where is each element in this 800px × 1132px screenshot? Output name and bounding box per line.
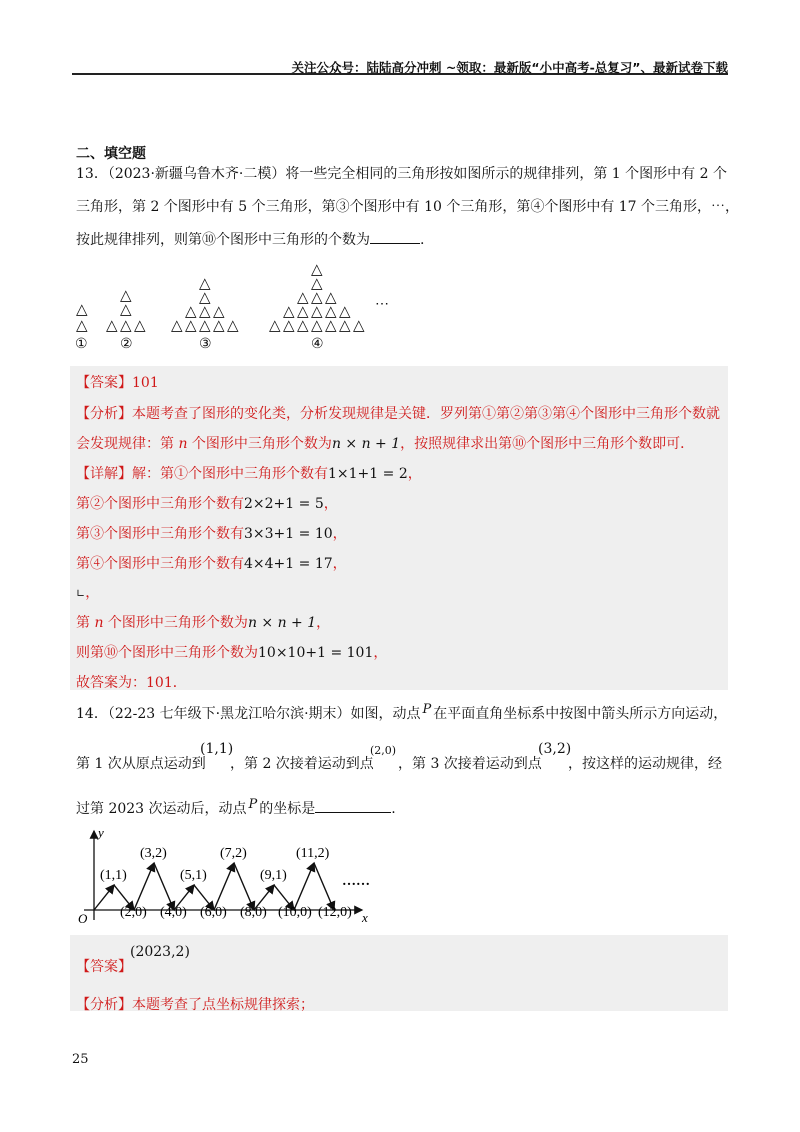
triangle: △ [199,302,211,320]
coord-2-0: (2,0) [370,744,397,757]
q13-detail-2 [76,493,338,513]
q14-line3 [76,798,396,818]
triangle: △ [311,302,323,320]
triangle: △ [185,316,197,334]
figure-label: ④ [311,336,324,352]
detail-punct: ， [85,585,100,601]
triangle: △ [297,302,309,320]
q13-detail-10 [76,642,387,662]
math-variable: n [178,436,188,452]
q14-line2-text-a: 第 1 次从原点运动到 [76,756,206,772]
point-label: (9,1) [260,868,287,883]
triangle: △ [213,302,225,320]
q13-line1: 13．（2023·新疆乌鲁木齐·二模）将一些完全相同的三角形按如图所示的规律排列，第 1 个图形中有 2 个 [76,166,727,182]
triangle: △ [120,300,132,318]
dots-mark: ∟ [76,587,86,600]
coord-3-2: (3,2) [538,741,572,757]
answer-value: 101 [132,375,159,391]
point-label: (10,0) [278,905,312,920]
math-variable: n [94,615,104,631]
q14-answer-value: (2023,2) [130,944,190,960]
triangle: △ [199,288,211,306]
detail-text: 个图形中三角形个数为 [103,615,248,631]
triangle: △ [76,300,88,318]
section-title: 二、填空题 [76,146,146,162]
triangle: △ [185,302,197,320]
figure-label: ③ [199,336,212,352]
path-segment [94,885,114,910]
detail-punct: ， [323,496,338,512]
analysis-text: ，按照规律求出第⑩个图形中三角形个数即可． [400,436,695,452]
q14-text: 过第 2023 次运动后，动点 [76,801,247,817]
q13-detail-3 [76,523,347,543]
q13-detail-n [76,612,330,632]
q14-line2-text-d: ，按这样的运动规律，经 [568,756,722,772]
detail-text: 第④个图形中三角形个数有 [76,556,244,572]
math-formula: 1×1+1 = 2 [328,466,408,482]
math-variable: P [248,797,258,812]
detail-text: 则第⑩个图形中三角形个数为 [76,645,258,661]
answer-blank [370,229,420,244]
answer-blank [315,798,391,813]
x-axis-label: x [362,910,368,925]
point-label: (3,2) [140,846,167,861]
point-label: (8,0) [240,905,267,920]
q13-answer [76,372,159,392]
triangle: △ [353,316,365,334]
y-axis-label: y [98,825,104,840]
point-label: (4,0) [160,905,187,920]
q13-analysis-line2 [76,433,694,453]
q14-line1 [76,703,727,723]
detail-punct: ， [373,645,388,661]
triangle: △ [339,316,351,334]
figure-ellipsis: ⋯ [375,296,389,312]
q13-line3 [76,229,424,249]
math-formula: n × n + 1 [331,436,401,452]
triangle: △ [283,302,295,320]
triangle: △ [311,316,323,334]
point-label: (2,0) [120,905,147,920]
detail-punct: ， [332,556,347,572]
path-segment [154,863,174,910]
triangle: △ [311,274,323,292]
detail-text: 第 [76,615,95,631]
triangle: △ [199,316,211,334]
q14-text: 在平面直角坐标系中按图中箭头所示方向运动， [433,706,728,722]
triangle: △ [120,286,132,304]
triangle: △ [106,316,118,334]
path-segment [214,863,234,910]
coord-1-1: (1,1) [200,741,234,757]
path-segment [134,863,154,910]
q14-period: . [391,801,396,817]
math-formula: 10×10+1 = 101 [258,645,374,661]
triangle: △ [213,316,225,334]
triangle: △ [76,316,88,334]
triangle: △ [134,316,146,334]
figure-label: ① [75,336,88,352]
q14-text: 14．（22-23 七年级下·黑龙江哈尔滨·期末）如图，动点 [76,706,421,722]
page-header: 关注公众号：陆陆高分冲刺 ~领取：最新版“小中高考-总复习”、最新试卷下载 [291,60,728,75]
math-formula: 2×2+1 = 5 [244,496,324,512]
path-segment [314,863,334,910]
math-formula: n × n + 1 [247,615,317,631]
triangle: △ [311,288,323,306]
triangle: △ [283,316,295,334]
detail-text: 第③个图形中三角形个数有 [76,526,244,542]
q14-answer-label: 【答案】 [76,959,132,975]
q14-text: 的坐标是 [259,801,316,817]
triangle: △ [227,316,239,334]
triangle: △ [199,274,211,292]
detail-punct: ， [316,615,331,631]
origin-label: O [78,911,88,925]
q13-detail-dots [76,582,99,602]
analysis-text: 个图形中三角形个数为 [187,436,332,452]
header-divider [72,73,728,75]
triangle: △ [325,288,337,306]
path-segment [234,863,254,910]
analysis-text: 会发现规律：第 [76,436,179,452]
math-formula: 4×4+1 = 17 [244,556,333,572]
graph-ellipsis: …… [342,874,370,889]
path-segment [294,863,314,910]
q14-line2-text-b: ，第 2 次接着运动到点 [230,756,374,772]
q13-period: . [420,232,425,248]
point-label: (1,1) [100,868,127,883]
answer-label: 【答案】 [76,375,132,391]
triangle: △ [325,302,337,320]
triangle: △ [311,260,323,278]
q13-detail-1 [76,463,422,483]
detail-text: 第②个图形中三角形个数有 [76,496,244,512]
point-label: (7,2) [220,846,247,861]
triangle: △ [171,316,183,334]
triangle: △ [297,316,309,334]
triangle: △ [297,288,309,306]
point-label: (12,0) [318,905,352,920]
zigzag-coordinate-graph [70,825,380,925]
q13-final-answer: 故答案为：101． [76,675,187,691]
q13-line2: 三角形，第 2 个图形中有 5 个三角形，第③个图形中有 10 个三角形，第④个图形中有 17 个三角形，⋯， [76,199,740,215]
point-label: (11,2) [296,846,330,861]
detail-text: 【详解】解：第①个图形中三角形个数有 [76,466,328,482]
triangle: △ [120,316,132,334]
figure-label: ② [120,336,133,352]
point-label: (6,0) [200,905,227,920]
triangle: △ [325,316,337,334]
q13-detail-4 [76,553,347,573]
detail-punct: ， [332,526,347,542]
q13-analysis-line1: 【分析】本题考查了图形的变化类，分析发现规律是关键．罗列第①第②第③第④个图形中三角形个数就 [76,406,720,422]
motion-path [94,863,334,910]
page-number: 25 [72,1052,89,1067]
detail-punct: ， [407,466,422,482]
q14-analysis: 【分析】本题考查了点坐标规律探索； [76,997,314,1013]
triangle: △ [339,302,351,320]
q14-line2-text-c: ，第 3 次接着运动到点 [398,756,542,772]
triangle: △ [269,316,281,334]
math-variable: P [422,702,432,717]
math-formula: 3×3+1 = 10 [244,526,333,542]
q13-line3-text: 按此规律排列，则第⑩个图形中三角形的个数为 [76,232,370,248]
point-label: (5,1) [180,868,207,883]
